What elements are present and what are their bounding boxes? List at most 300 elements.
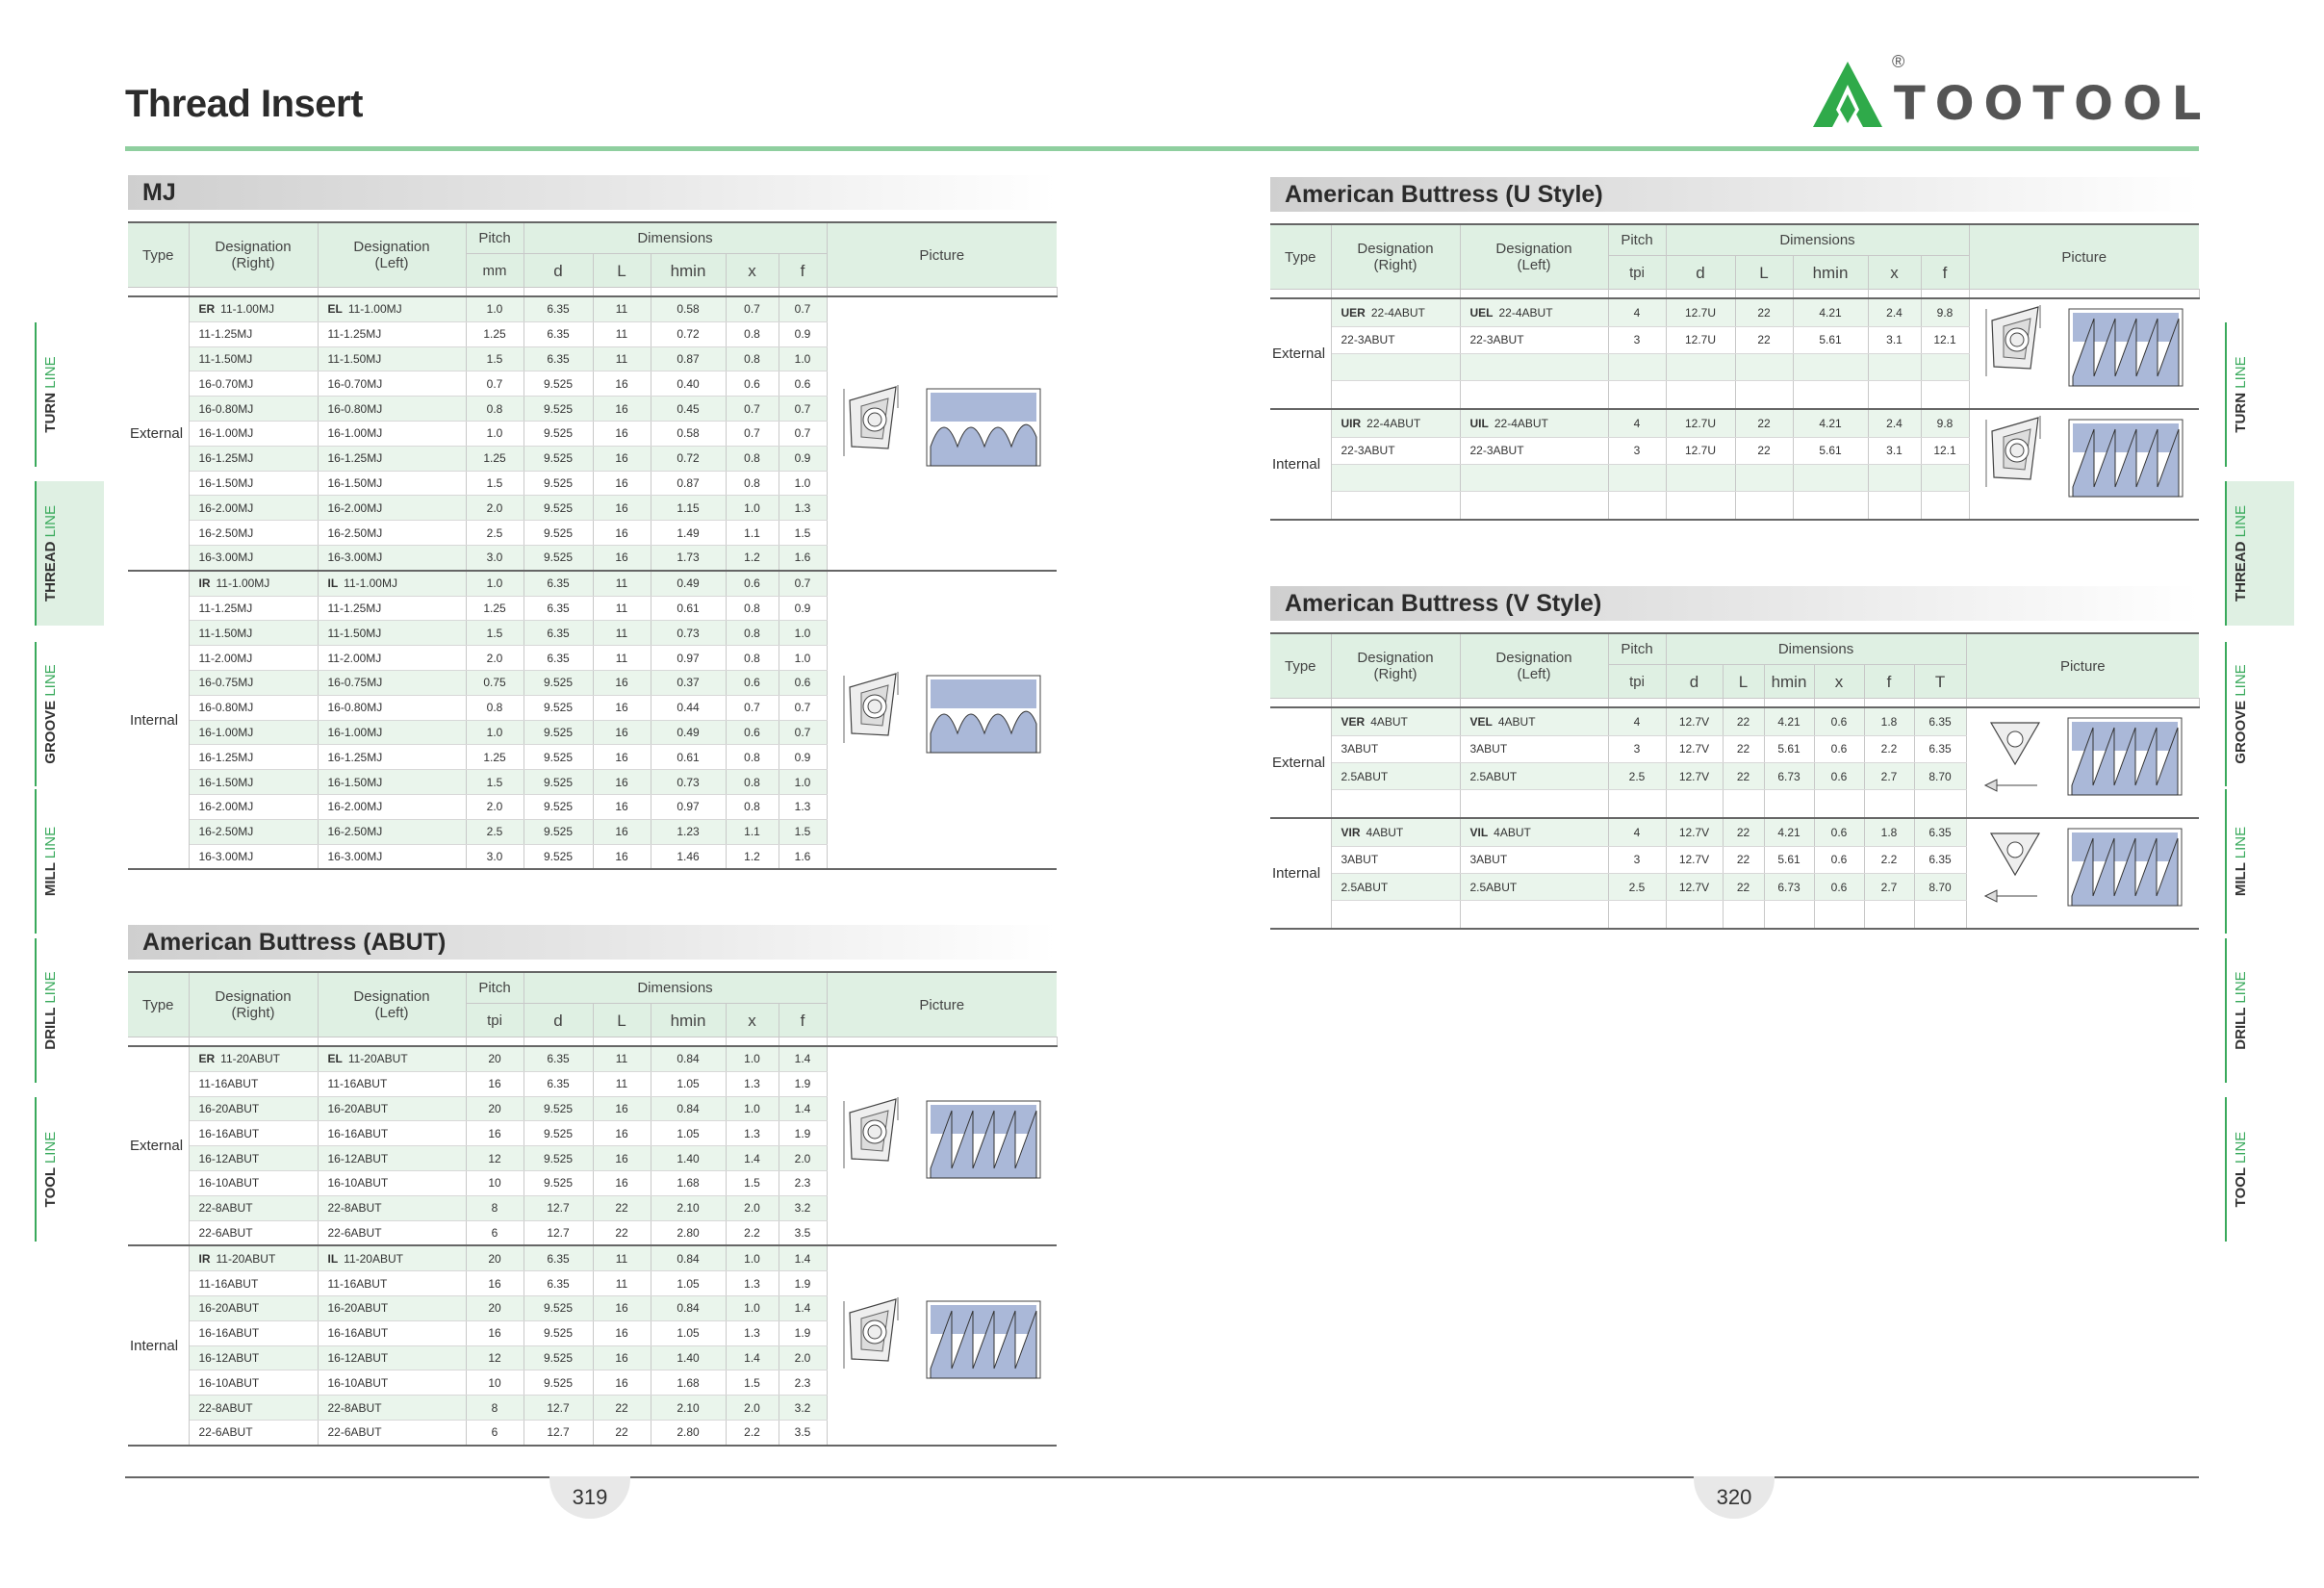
value-cell: 8.70	[1914, 762, 1966, 789]
designation-left-cell	[1460, 901, 1608, 929]
designation-right-cell	[1331, 381, 1460, 409]
designation-left-cell: 3ABUT	[1460, 846, 1608, 873]
side-tab-thread[interactable]	[35, 481, 104, 626]
value-cell: 16	[593, 1121, 651, 1146]
value-cell: 2.3	[779, 1170, 827, 1195]
picture-cell	[827, 571, 1057, 870]
value-cell: 1.0	[779, 346, 827, 371]
designation-right-cell: UIR 22-4ABUT	[1331, 409, 1460, 437]
value-cell: 1.0	[466, 571, 524, 596]
picture-cell	[827, 296, 1057, 571]
value-cell: 6.35	[1914, 818, 1966, 846]
value-cell: 22	[593, 1220, 651, 1245]
value-cell: 16	[593, 770, 651, 795]
value-cell: 11	[593, 621, 651, 646]
side-tab-label: DRILL LINE	[42, 971, 59, 1050]
value-cell: 0.6	[779, 670, 827, 695]
value-cell: 20	[466, 1245, 524, 1270]
value-cell: 11	[593, 646, 651, 671]
value-cell	[1864, 790, 1914, 818]
designation-right-cell: 3ABUT	[1331, 735, 1460, 762]
col-header-pitch-unit: tpi	[1608, 256, 1666, 290]
designation-left-cell: 16-0.75MJ	[318, 670, 466, 695]
value-cell: 1.40	[651, 1146, 726, 1171]
value-cell: 6.35	[524, 1245, 593, 1270]
designation-left-cell: 16-0.70MJ	[318, 371, 466, 397]
designation-right-cell: 22-6ABUT	[189, 1420, 318, 1445]
value-cell: 0.8	[726, 745, 779, 770]
designation-left-cell: 16-2.00MJ	[318, 794, 466, 819]
designation-right-cell: 16-2.00MJ	[189, 794, 318, 819]
value-cell: 0.9	[779, 446, 827, 471]
col-header-d: d	[524, 254, 593, 288]
value-cell: 9.525	[524, 421, 593, 446]
value-cell: 0.61	[651, 596, 726, 621]
value-cell: 1.49	[651, 521, 726, 546]
value-cell: 11	[593, 571, 651, 596]
value-cell: 12.7	[524, 1396, 593, 1421]
value-cell: 22	[1723, 762, 1764, 789]
value-cell	[1868, 464, 1921, 491]
value-cell: 16	[593, 471, 651, 496]
designation-left-cell: 2.5ABUT	[1460, 873, 1608, 900]
designation-left-cell: 16-10ABUT	[318, 1170, 466, 1195]
col-header-dimensions: Dimensions	[1666, 224, 1969, 256]
value-cell: 9.525	[524, 1096, 593, 1121]
value-cell	[1793, 353, 1868, 380]
col-header-hmin: hmin	[1764, 665, 1814, 699]
designation-left-cell: 11-16ABUT	[318, 1071, 466, 1096]
value-cell	[1608, 790, 1666, 818]
col-header-designation-right: Designation (Right)	[1331, 633, 1460, 699]
col-header-picture: Picture	[1966, 633, 2199, 699]
value-cell: 16	[466, 1320, 524, 1345]
col-header-picture: Picture	[827, 972, 1057, 1037]
value-cell: 3.0	[466, 545, 524, 570]
value-cell: 16	[593, 1295, 651, 1320]
value-cell: 2.5	[1608, 762, 1666, 789]
value-cell: 0.97	[651, 794, 726, 819]
value-cell: 16	[593, 819, 651, 844]
value-cell: 1.05	[651, 1271, 726, 1296]
value-cell: 1.5	[466, 770, 524, 795]
value-cell: 0.7	[726, 421, 779, 446]
designation-right-cell: 22-3ABUT	[1331, 326, 1460, 353]
value-cell: 1.9	[779, 1271, 827, 1296]
value-cell: 12.7	[524, 1220, 593, 1245]
designation-right-cell: 16-1.25MJ	[189, 446, 318, 471]
type-cell: External	[1270, 707, 1331, 818]
table-row	[128, 1046, 1057, 1071]
value-cell: 0.6	[1814, 735, 1864, 762]
value-cell: 1.1	[726, 819, 779, 844]
value-cell: 1.0	[726, 1046, 779, 1071]
value-cell: 5.61	[1793, 437, 1868, 464]
col-header-d: d	[1666, 256, 1735, 290]
value-cell: 1.1	[726, 521, 779, 546]
value-cell: 5.61	[1764, 735, 1814, 762]
designation-right-cell: 11-16ABUT	[189, 1071, 318, 1096]
designation-right-cell: 16-16ABUT	[189, 1121, 318, 1146]
value-cell: 2.7	[1864, 762, 1914, 789]
designation-left-cell: EL 11-20ABUT	[318, 1046, 466, 1071]
designation-right-cell: 16-1.25MJ	[189, 745, 318, 770]
value-cell	[1735, 381, 1793, 409]
value-cell	[1814, 790, 1864, 818]
value-cell: 9.525	[524, 1121, 593, 1146]
value-cell: 22	[593, 1396, 651, 1421]
designation-right-cell: 16-10ABUT	[189, 1170, 318, 1195]
value-cell: 9.525	[524, 819, 593, 844]
value-cell: 0.9	[779, 745, 827, 770]
col-header-L: L	[1723, 665, 1764, 699]
value-cell	[1723, 790, 1764, 818]
value-cell: 16	[466, 1121, 524, 1146]
side-tab-groove[interactable]	[2225, 642, 2294, 786]
value-cell: 3	[1608, 326, 1666, 353]
picture-cell	[1966, 707, 2199, 818]
value-cell: 8.70	[1914, 873, 1966, 900]
value-cell: 6	[466, 1420, 524, 1445]
col-header-designation-left: Designation (Left)	[318, 972, 466, 1037]
designation-left-cell: 11-16ABUT	[318, 1271, 466, 1296]
value-cell: 0.6	[726, 371, 779, 397]
col-header-T: T	[1914, 665, 1966, 699]
designation-left-cell: 16-20ABUT	[318, 1096, 466, 1121]
side-tab-mill[interactable]	[2225, 789, 2294, 934]
value-cell: 9.525	[524, 1320, 593, 1345]
designation-left-cell: 22-8ABUT	[318, 1396, 466, 1421]
value-cell: 0.9	[779, 596, 827, 621]
value-cell: 0.7	[726, 695, 779, 720]
designation-left-cell: 22-8ABUT	[318, 1195, 466, 1220]
value-cell: 9.525	[524, 545, 593, 570]
value-cell: 9.8	[1921, 298, 1969, 326]
value-cell: 0.84	[651, 1295, 726, 1320]
value-cell	[1921, 464, 1969, 491]
side-tab-mill[interactable]	[35, 789, 104, 934]
value-cell: 6.35	[524, 1271, 593, 1296]
value-cell: 9.525	[524, 1295, 593, 1320]
value-cell: 0.8	[726, 770, 779, 795]
picture-cell	[1969, 298, 2199, 409]
value-cell: 11	[593, 321, 651, 346]
value-cell: 2.5	[466, 521, 524, 546]
value-cell: 3.1	[1868, 326, 1921, 353]
designation-right-cell	[1331, 901, 1460, 929]
table-row	[128, 296, 1057, 321]
designation-left-cell: 16-1.00MJ	[318, 421, 466, 446]
designation-right-cell: 2.5ABUT	[1331, 873, 1460, 900]
designation-right-cell: 11-1.25MJ	[189, 321, 318, 346]
designation-right-cell: 16-2.00MJ	[189, 496, 318, 521]
side-tab-tool[interactable]	[35, 1097, 104, 1242]
value-cell	[1864, 901, 1914, 929]
value-cell: 8	[466, 1396, 524, 1421]
designation-right-cell: 16-10ABUT	[189, 1370, 318, 1396]
designation-right-cell: 16-0.75MJ	[189, 670, 318, 695]
value-cell: 0.8	[726, 346, 779, 371]
designation-left-cell: 16-3.00MJ	[318, 844, 466, 869]
designation-right-cell: VIR 4ABUT	[1331, 818, 1460, 846]
value-cell: 9.8	[1921, 409, 1969, 437]
section-title: American Buttress (U Style)	[1270, 177, 2199, 212]
value-cell: 16	[466, 1271, 524, 1296]
value-cell: 16	[593, 1096, 651, 1121]
value-cell: 9.525	[524, 1370, 593, 1396]
value-cell: 1.6	[779, 545, 827, 570]
value-cell: 3.0	[466, 844, 524, 869]
value-cell: 12.7V	[1666, 735, 1723, 762]
value-cell: 1.3	[726, 1121, 779, 1146]
value-cell: 12.7V	[1666, 762, 1723, 789]
table-row	[1270, 818, 2199, 846]
designation-left-cell: VIL 4ABUT	[1460, 818, 1608, 846]
value-cell: 12.7	[524, 1195, 593, 1220]
internal-insert-diagram	[1980, 410, 2187, 516]
value-cell: 12.7	[524, 1420, 593, 1445]
value-cell: 1.05	[651, 1320, 726, 1345]
value-cell: 2.5	[1608, 873, 1666, 900]
designation-left-cell: UEL 22-4ABUT	[1460, 298, 1608, 326]
value-cell: 1.05	[651, 1071, 726, 1096]
value-cell: 0.58	[651, 296, 726, 321]
value-cell: 9.525	[524, 1170, 593, 1195]
value-cell: 6.73	[1764, 762, 1814, 789]
table-row	[1270, 409, 2199, 437]
value-cell: 0.49	[651, 571, 726, 596]
value-cell: 2.3	[779, 1370, 827, 1396]
value-cell: 12.7U	[1666, 326, 1735, 353]
type-cell: External	[1270, 298, 1331, 409]
value-cell: 3	[1608, 437, 1666, 464]
side-tab-label: TOOL LINE	[42, 1131, 59, 1208]
value-cell: 2.4	[1868, 298, 1921, 326]
value-cell: 1.0	[466, 421, 524, 446]
designation-left-cell: 22-3ABUT	[1460, 437, 1608, 464]
logo-mark-icon	[1809, 56, 1886, 137]
value-cell: 1.73	[651, 545, 726, 570]
value-cell: 20	[466, 1096, 524, 1121]
value-cell: 6.35	[524, 1046, 593, 1071]
value-cell: 16	[593, 695, 651, 720]
col-header-type: Type	[1270, 633, 1331, 699]
page-number-left: 319	[549, 1476, 630, 1519]
designation-left-cell	[1460, 353, 1608, 380]
value-cell: 1.2	[726, 844, 779, 869]
side-tab-groove[interactable]	[35, 642, 104, 786]
value-cell	[1814, 901, 1864, 929]
designation-right-cell	[1331, 790, 1460, 818]
value-cell: 0.7	[779, 421, 827, 446]
value-cell: 9.525	[524, 471, 593, 496]
value-cell: 0.8	[726, 646, 779, 671]
col-header-designation-right: Designation (Right)	[189, 972, 318, 1037]
value-cell: 6.73	[1764, 873, 1814, 900]
designation-left-cell: 22-6ABUT	[318, 1220, 466, 1245]
value-cell: 0.72	[651, 321, 726, 346]
side-tab-drill[interactable]	[2225, 938, 2294, 1083]
value-cell	[1793, 464, 1868, 491]
col-header-pitch: Pitch	[1608, 633, 1666, 665]
page-number-right: 320	[1694, 1476, 1775, 1519]
col-header-picture: Picture	[827, 222, 1057, 288]
type-cell: External	[128, 296, 189, 571]
registered-mark: ®	[1892, 52, 1905, 71]
designation-left-cell: 16-2.50MJ	[318, 819, 466, 844]
value-cell: 9.525	[524, 670, 593, 695]
designation-left-cell: 16-3.00MJ	[318, 545, 466, 570]
value-cell	[1666, 353, 1735, 380]
col-header-dimensions: Dimensions	[524, 222, 827, 254]
side-tab-drill[interactable]	[35, 938, 104, 1083]
designation-right-cell: 11-1.25MJ	[189, 596, 318, 621]
value-cell: 2.4	[1868, 409, 1921, 437]
value-cell: 2.10	[651, 1396, 726, 1421]
value-cell: 12.7U	[1666, 298, 1735, 326]
designation-left-cell: 16-0.80MJ	[318, 397, 466, 422]
value-cell: 9.525	[524, 397, 593, 422]
value-cell: 9.525	[524, 521, 593, 546]
designation-right-cell	[1331, 353, 1460, 380]
value-cell: 22	[1735, 298, 1793, 326]
value-cell: 0.7	[779, 571, 827, 596]
value-cell: 16	[593, 844, 651, 869]
external-insert-diagram	[1979, 708, 2186, 814]
value-cell: 2.0	[466, 646, 524, 671]
designation-left-cell: 16-20ABUT	[318, 1295, 466, 1320]
value-cell: 1.5	[726, 1170, 779, 1195]
col-header-pitch: Pitch	[466, 972, 524, 1004]
value-cell: 22	[1723, 873, 1764, 900]
value-cell: 12.7V	[1666, 873, 1723, 900]
value-cell: 6.35	[524, 646, 593, 671]
value-cell: 3.2	[779, 1195, 827, 1220]
value-cell: 6.35	[524, 321, 593, 346]
designation-right-cell: 2.5ABUT	[1331, 762, 1460, 789]
value-cell: 22	[1723, 735, 1764, 762]
brand-name: TOOTOOL	[1894, 77, 2211, 131]
side-tab-turn[interactable]	[35, 322, 104, 467]
value-cell: 16	[593, 1370, 651, 1396]
page-title: Thread Insert	[125, 83, 363, 125]
value-cell: 3.5	[779, 1220, 827, 1245]
internal-insert-diagram	[838, 1292, 1045, 1397]
type-cell: Internal	[128, 571, 189, 870]
side-tab-turn[interactable]	[2225, 322, 2294, 467]
value-cell: 1.3	[726, 1071, 779, 1096]
side-tab-tool[interactable]	[2225, 1097, 2294, 1242]
value-cell: 12.7V	[1666, 707, 1723, 735]
designation-right-cell: 16-1.00MJ	[189, 421, 318, 446]
col-header-x: x	[726, 1004, 779, 1037]
side-tab-label: GROOVE LINE	[42, 664, 59, 764]
side-tab-label: TURN LINE	[42, 356, 59, 433]
value-cell: 1.5	[466, 346, 524, 371]
col-header-designation-left: Designation (Left)	[318, 222, 466, 288]
value-cell: 1.25	[466, 321, 524, 346]
value-cell: 22	[593, 1420, 651, 1445]
value-cell: 0.6	[726, 670, 779, 695]
value-cell: 0.8	[726, 794, 779, 819]
value-cell: 22	[1735, 437, 1793, 464]
value-cell	[1666, 790, 1723, 818]
col-header-x: x	[726, 254, 779, 288]
internal-insert-diagram	[838, 666, 1045, 772]
value-cell: 0.8	[466, 695, 524, 720]
value-cell: 0.97	[651, 646, 726, 671]
table-row	[1270, 298, 2199, 326]
designation-right-cell: 16-16ABUT	[189, 1320, 318, 1345]
value-cell: 1.15	[651, 496, 726, 521]
value-cell: 10	[466, 1370, 524, 1396]
side-tab-thread[interactable]	[2225, 481, 2294, 626]
designation-right-cell: 11-16ABUT	[189, 1271, 318, 1296]
value-cell: 0.73	[651, 770, 726, 795]
value-cell: 0.84	[651, 1046, 726, 1071]
value-cell	[1608, 901, 1666, 929]
value-cell: 0.87	[651, 346, 726, 371]
value-cell: 0.87	[651, 471, 726, 496]
col-header-x: x	[1814, 665, 1864, 699]
designation-right-cell: 22-8ABUT	[189, 1195, 318, 1220]
designation-right-cell: 22-3ABUT	[1331, 437, 1460, 464]
type-cell: Internal	[1270, 818, 1331, 929]
value-cell: 22	[1735, 409, 1793, 437]
value-cell: 1.0	[726, 1245, 779, 1270]
designation-left-cell: 11-1.25MJ	[318, 321, 466, 346]
value-cell: 0.7	[726, 397, 779, 422]
col-header-L: L	[593, 1004, 651, 1037]
value-cell: 0.6	[1814, 762, 1864, 789]
value-cell: 0.7	[779, 296, 827, 321]
side-tab-label: TOOL LINE	[2233, 1131, 2249, 1208]
value-cell	[1666, 381, 1735, 409]
value-cell: 16	[593, 745, 651, 770]
table-row	[128, 571, 1057, 596]
value-cell: 1.3	[726, 1271, 779, 1296]
value-cell: 1.9	[779, 1121, 827, 1146]
value-cell: 0.45	[651, 397, 726, 422]
side-tab-label: TURN LINE	[2233, 356, 2249, 433]
value-cell: 0.73	[651, 621, 726, 646]
value-cell: 12.7U	[1666, 437, 1735, 464]
value-cell: 1.68	[651, 1370, 726, 1396]
value-cell: 9.525	[524, 446, 593, 471]
designation-left-cell: 16-1.50MJ	[318, 471, 466, 496]
value-cell: 2.0	[779, 1345, 827, 1370]
value-cell: 0.8	[466, 397, 524, 422]
value-cell: 6.35	[524, 346, 593, 371]
value-cell: 6.35	[524, 571, 593, 596]
value-cell: 1.8	[1864, 818, 1914, 846]
col-header-designation-left: Designation (Left)	[1460, 224, 1608, 290]
value-cell: 16	[593, 1170, 651, 1195]
type-cell: Internal	[128, 1245, 189, 1445]
value-cell: 0.6	[726, 720, 779, 745]
col-header-f: f	[779, 1004, 827, 1037]
value-cell: 0.7	[466, 371, 524, 397]
value-cell: 1.68	[651, 1170, 726, 1195]
value-cell: 0.84	[651, 1096, 726, 1121]
designation-right-cell: 16-1.50MJ	[189, 471, 318, 496]
designation-left-cell: 11-1.50MJ	[318, 621, 466, 646]
value-cell: 0.7	[779, 397, 827, 422]
value-cell: 11	[593, 346, 651, 371]
designation-left-cell: 16-12ABUT	[318, 1345, 466, 1370]
value-cell: 8	[466, 1195, 524, 1220]
value-cell: 4	[1608, 409, 1666, 437]
